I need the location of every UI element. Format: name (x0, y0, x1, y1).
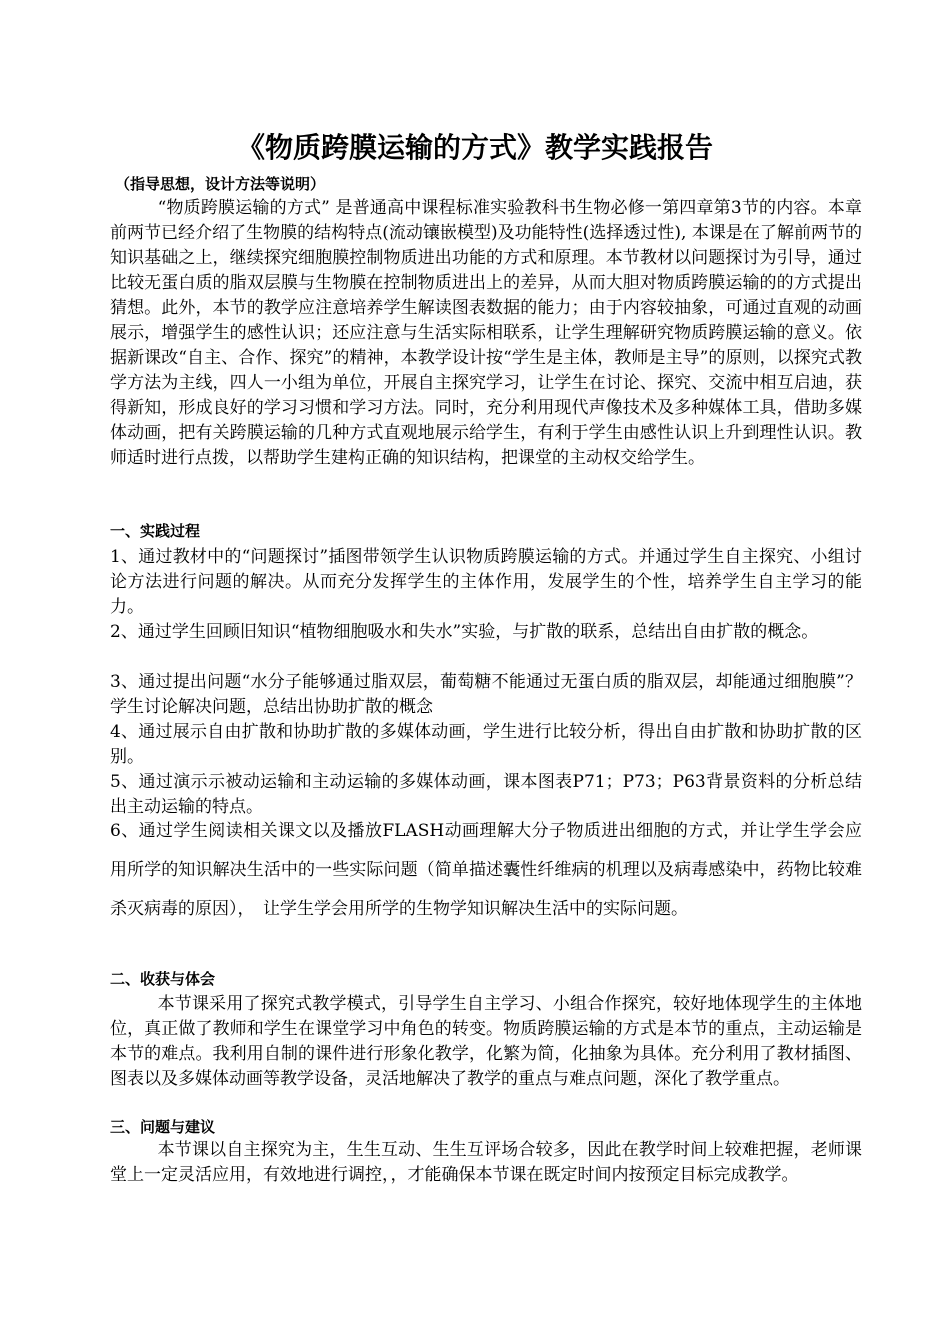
practice-item-4: 4、通过展示自由扩散和协助扩散的多媒体动画，学生进行比较分析，得出自由扩散和协助扩散的区别。 (110, 722, 862, 767)
section-heading-suggestions: 三、问题与建议 (110, 1118, 216, 1136)
suggestions-paragraph: 本节课以自主探究为主，生生互动、生生互评场合较多，因此在教学时间上较难把握，老师课堂上一定灵活应用，有效地进行调控，，才能确保本节课在既定时间内按预定目标完成教学。 (110, 1140, 862, 1185)
guide-note: （指导思想，设计方法等说明） (115, 175, 326, 193)
gains-paragraph: 本节课采用了探究式教学模式，引导学生自主学习、小组合作探究，较好地体现学生的主体地位，真正做了教师和学生在课堂学习中角色的转变。物质跨膜运输的方式是本节的重点，主动运输是本节的难点。我利用自制的课件进行形象化教学，化繁为简，化抽象为具体。充分利用了教材插图、图表以及多媒体动画等教学设备，灵活地解决了教学的重点与难点问题，深化了教学重点。 (110, 994, 862, 1089)
section-heading-gains: 二、收获与体会 (110, 970, 216, 988)
practice-item-2: 2、通过学生回顾旧知识“植物细胞吸水和失水”实验，与扩散的联系，总结出自由扩散的概念。 (110, 622, 819, 642)
document-title: 《物质跨膜运输的方式》教学实践报告 (236, 131, 713, 164)
intro-paragraph: “物质跨膜运输的方式” 是普通高中课程标准实验教科书生物必修一第四章第3节的内容。本章前两节已经介绍了生物膜的结构特点(流动镶嵌模型)及功能特性(选择透过性), 本课是在了解前两节的知识基础之上，继续探究细胞膜控制物质进出功能的方式和原理。本节教材以问题探讨为引导，通过比较无蛋白质的脂双层膜与生物膜在控制物质进出上的差异，从而大胆对物质跨膜运输的的方式提出猜想。此外，本节的教学应注意培养学生解读图表数据的能力；由于内容较抽象，可通过直观的动画展示，增强学生的感性认识；还应注意与生活实际相联系，让学生理解研究物质跨膜运输的意义。依据新课改“自主、合作、探究”的精神，本教学设计按“学生是主体，教师是主导”的原则，以探究式教学方法为主线，四人一小组为单位，开展自主探究学习，让学生在讨论、探究、交流中相互启迪，获得新知，形成良好的学习习惯和学习方法。同时，充分利用现代声像技术及多种媒体工具，借助多媒体动画，把有关跨膜运输的几种方式直观地展示给学生，有利于学生由感性认识上升到理性认识。教师适时进行点拨，以帮助学生建构正确的知识结构，把课堂的主动权交给学生。 (110, 198, 862, 468)
practice-item-3: 3、通过提出问题“水分子能够通过脂双层，葡萄糖不能通过无蛋白质的脂双层，却能通过细胞膜”？学生讨论解决问题，总结出协助扩散的概念 (110, 672, 862, 717)
practice-item-6: 6、通过学生阅读相关课文以及播放FLASH动画理解大分子物质进出细胞的方式，并让学生学会应用所学的知识解决生活中的一些实际问题（简单描述囊性纤维病的机理以及病毒感染中，药物比较难杀灭病毒的原因）， 让学生学会用所学的生物学知识解决生活中的实际问题。 (110, 821, 862, 919)
practice-item-1: 1、通过教材中的“问题探讨”插图带领学生认识物质跨膜运输的方式。并通过学生自主探究、小组讨论方法进行问题的解决。从而充分发挥学生的主体作用，发展学生的个性，培养学生自主学习的能力。 (110, 547, 862, 617)
practice-item-5: 5、通过演示示被动运输和主动运输的多媒体动画，课本图表P71；P73；P63背景资料的分析总结出主动运输的特点。 (110, 772, 862, 817)
section-heading-practice: 一、实践过程 (110, 522, 201, 540)
